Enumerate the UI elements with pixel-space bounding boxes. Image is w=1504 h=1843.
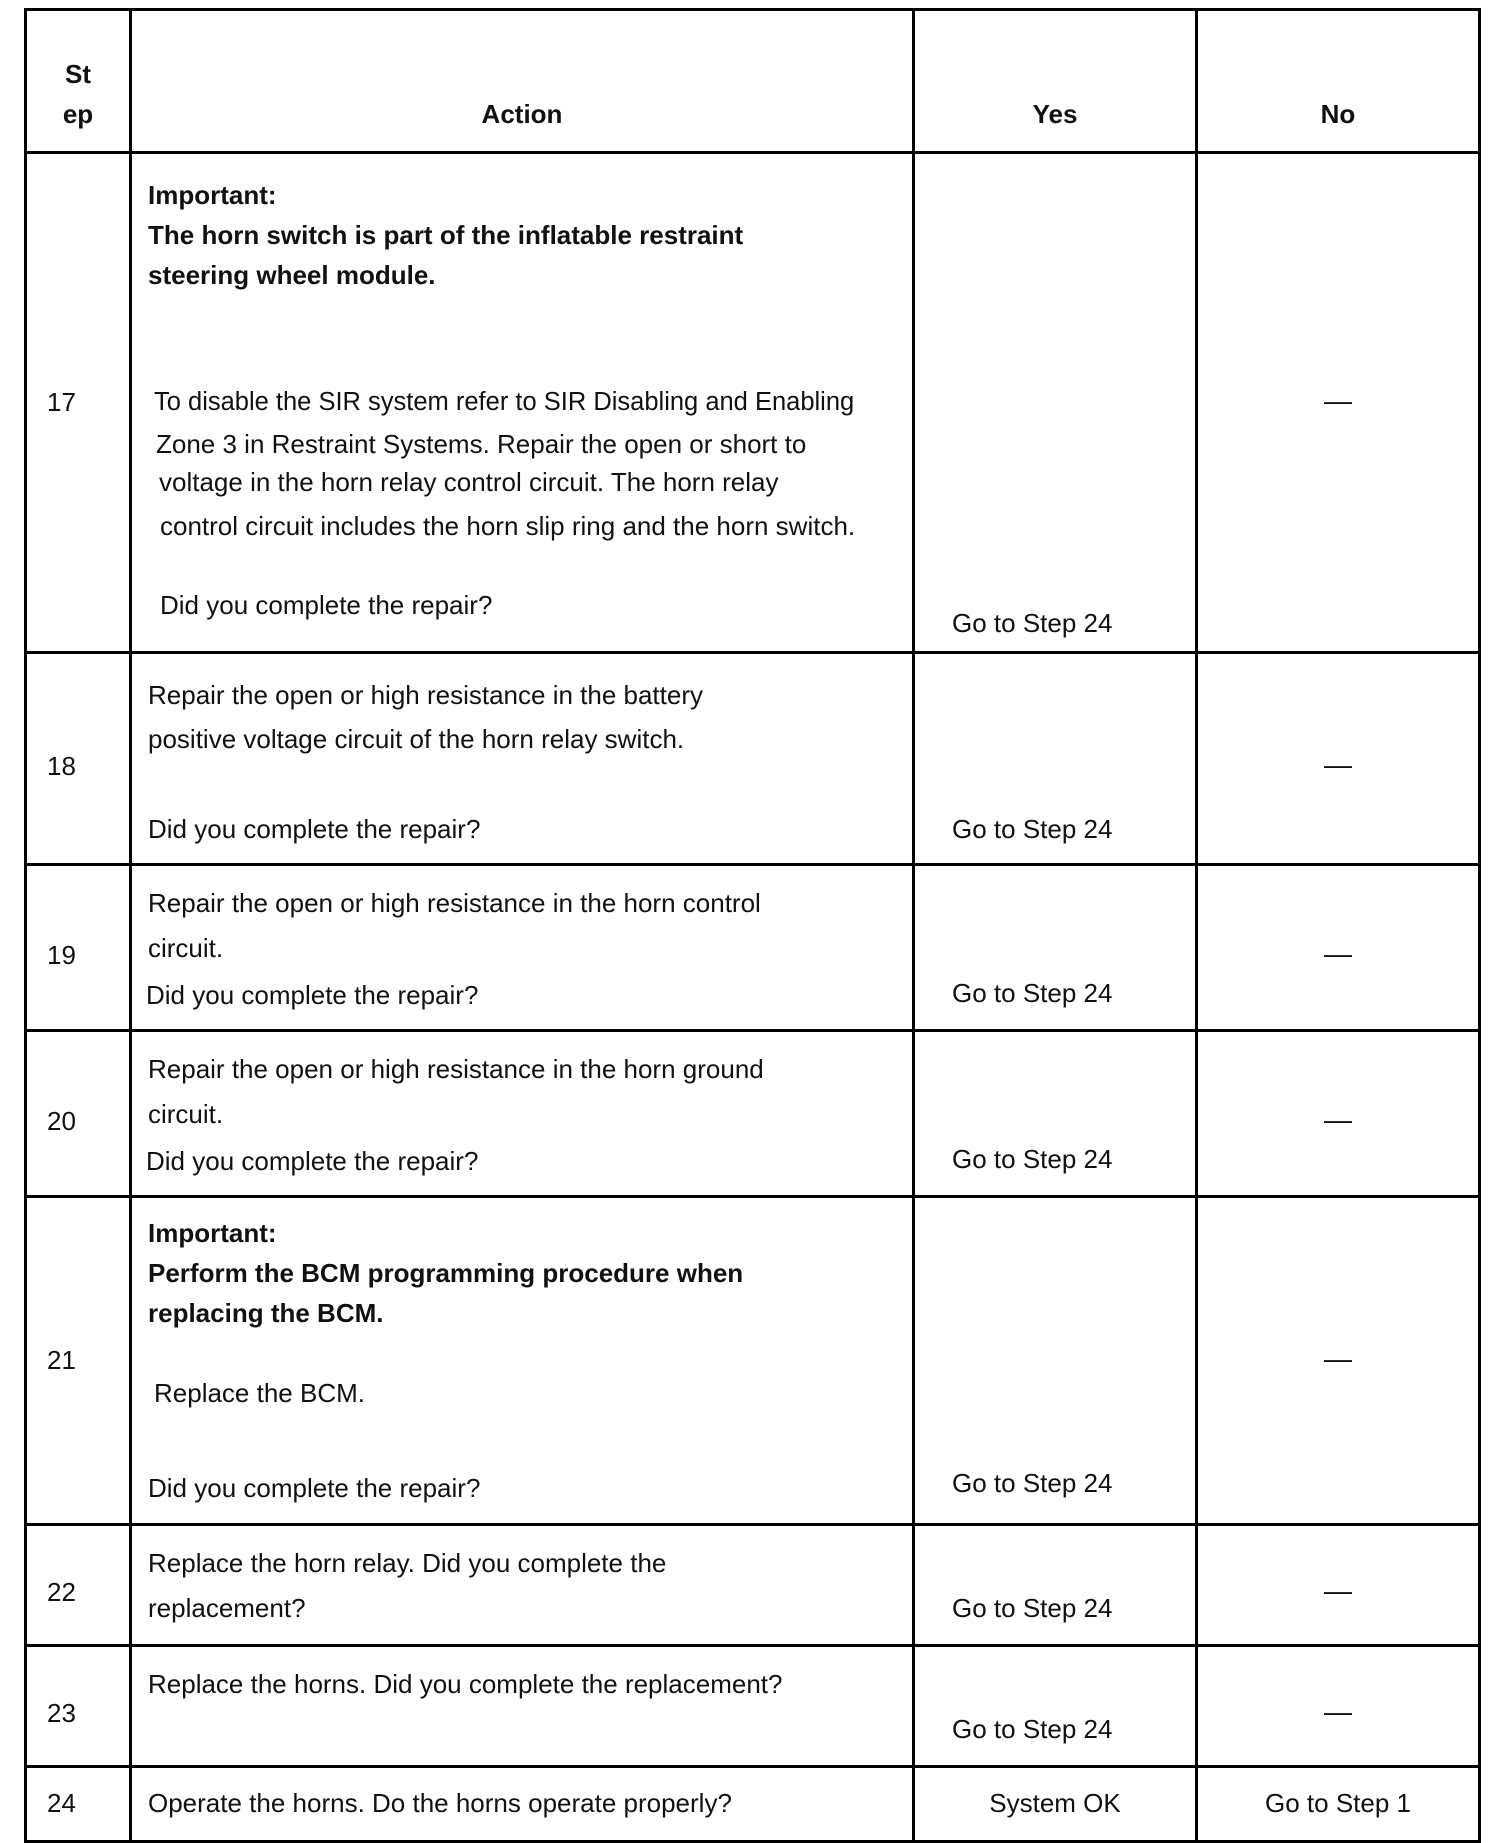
header-step-line1: St (65, 59, 91, 89)
no-result: — (1324, 1696, 1352, 1727)
header-no: No (1320, 99, 1356, 129)
no-cell (1198, 154, 1481, 651)
yes-cell (915, 1647, 1198, 1765)
action-question: Did you complete the repair? (146, 980, 479, 1010)
table-row-step-20 (27, 1032, 1481, 1198)
step-cell (27, 1768, 132, 1840)
table-row-step-18 (27, 654, 1481, 866)
no-cell (1198, 1647, 1481, 1765)
action-line1: Replace the horn relay. Did you complete the (148, 1548, 667, 1578)
action-cell (132, 654, 915, 863)
diagnostic-table (24, 8, 1481, 1843)
step-cell (27, 654, 132, 863)
action-cell (132, 1768, 915, 1840)
action-line2: Zone 3 in Restraint Systems. Repair the open or short to (156, 429, 807, 459)
header-no-cell (1198, 11, 1481, 151)
important-text-line1: The horn switch is part of the inflatable restraint (148, 220, 744, 250)
yes-cell (915, 154, 1198, 651)
yes-result: Go to Step 24 (952, 608, 1113, 638)
action-line4: control circuit includes the horn slip ring and the horn switch. (160, 511, 856, 541)
step-number: 20 (47, 1106, 76, 1136)
step-number: 23 (47, 1698, 76, 1728)
step-number: 21 (47, 1345, 76, 1375)
no-result: — (1324, 938, 1352, 969)
action-line2: positive voltage circuit of the horn relay switch. (148, 724, 685, 754)
no-result: Go to Step 1 (1265, 1788, 1411, 1818)
step-cell (27, 866, 132, 1029)
action-cell (132, 1198, 915, 1523)
yes-cell (915, 654, 1198, 863)
table-row-step-17 (27, 154, 1481, 654)
action-line3: voltage in the horn relay control circuit. The horn relay (159, 467, 779, 497)
step-cell (27, 1198, 132, 1523)
table-row-step-22 (27, 1526, 1481, 1647)
no-cell (1198, 654, 1481, 863)
action-cell (132, 1526, 915, 1644)
table-row-step-19 (27, 866, 1481, 1032)
action-line2: circuit. (148, 1099, 224, 1129)
step-number: 22 (47, 1577, 76, 1607)
step-cell (27, 154, 132, 651)
yes-cell (915, 1526, 1198, 1644)
step-cell (27, 1647, 132, 1765)
important-text-line2: steering wheel module. (148, 260, 436, 290)
action-question: Did you complete the repair? (160, 590, 493, 620)
action-line2: circuit. (148, 933, 224, 963)
yes-result: Go to Step 24 (952, 1144, 1113, 1174)
yes-result: Go to Step 24 (952, 1593, 1113, 1623)
yes-cell (915, 866, 1198, 1029)
important-text-line2: replacing the BCM. (148, 1298, 384, 1328)
no-result: — (1324, 749, 1352, 780)
action-line1: Replace the horns. Did you complete the replacement? (148, 1669, 783, 1699)
important-label: Important: (148, 1218, 277, 1248)
header-yes: Yes (1032, 99, 1078, 129)
action-cell (132, 1647, 915, 1765)
table-header-row (27, 11, 1481, 154)
step-number: 24 (47, 1788, 76, 1818)
yes-result: Go to Step 24 (952, 978, 1113, 1008)
no-result: — (1324, 385, 1352, 416)
action-line2: replacement? (148, 1593, 306, 1623)
action-line1: To disable the SIR system refer to SIR Disabling and Enabling (154, 388, 855, 416)
no-cell (1198, 1032, 1481, 1195)
action-line1: Repair the open or high resistance in the horn ground (148, 1054, 764, 1084)
action-line1: Replace the BCM. (154, 1378, 365, 1408)
action-line1: Repair the open or high resistance in the battery (148, 680, 704, 710)
no-cell (1198, 1526, 1481, 1644)
action-cell (132, 1032, 915, 1195)
no-cell (1198, 866, 1481, 1029)
yes-cell (915, 1768, 1198, 1840)
yes-cell (915, 1198, 1198, 1523)
action-line1: Repair the open or high resistance in the horn control (148, 888, 761, 918)
header-action-cell (132, 11, 915, 151)
step-number: 18 (47, 751, 76, 781)
table-row-step-23 (27, 1647, 1481, 1768)
step-number: 19 (47, 940, 76, 970)
action-cell (132, 866, 915, 1029)
yes-result: Go to Step 24 (952, 814, 1113, 844)
important-label: Important: (148, 180, 277, 210)
yes-cell (915, 1032, 1198, 1195)
no-cell (1198, 1198, 1481, 1523)
no-result: — (1324, 1104, 1352, 1135)
yes-result: Go to Step 24 (952, 1468, 1113, 1498)
important-text-line1: Perform the BCM programming procedure when (148, 1258, 744, 1288)
step-cell (27, 1526, 132, 1644)
header-action: Action (481, 99, 563, 129)
header-step-line2: ep (62, 99, 94, 129)
action-cell (132, 154, 915, 651)
no-cell (1198, 1768, 1481, 1840)
action-question: Did you complete the repair? (146, 1146, 479, 1176)
table-row-step-24 (27, 1768, 1481, 1843)
table-row-step-21 (27, 1198, 1481, 1526)
header-yes-cell (915, 11, 1198, 151)
yes-result: System OK (989, 1788, 1121, 1818)
yes-result: Go to Step 24 (952, 1714, 1113, 1744)
header-step-cell (27, 11, 132, 151)
action-question: Did you complete the repair? (148, 1473, 481, 1503)
step-number: 17 (47, 387, 76, 417)
step-cell (27, 1032, 132, 1195)
no-result: — (1324, 1575, 1352, 1606)
action-line1: Operate the horns. Do the horns operate properly? (148, 1788, 732, 1818)
no-result: — (1324, 1343, 1352, 1374)
action-question: Did you complete the repair? (148, 814, 481, 844)
